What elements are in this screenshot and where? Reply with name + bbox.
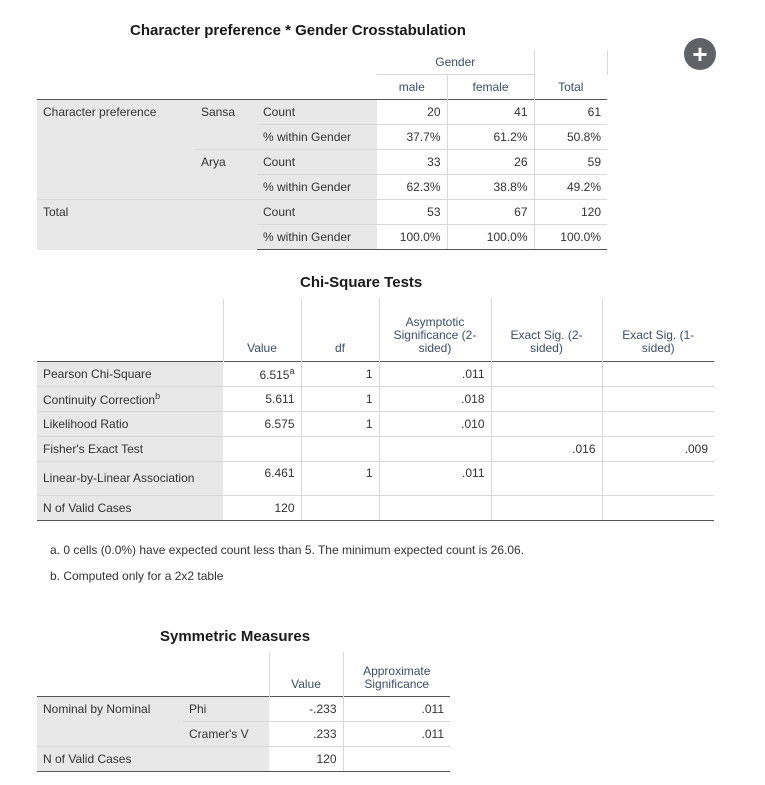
cell: 62.3% (377, 175, 447, 200)
chisq-cell-value (223, 436, 301, 461)
chisq-cell-df: 1 (301, 411, 379, 436)
chisq-row-label: N of Valid Cases (37, 495, 223, 520)
row-arya: Arya (195, 150, 257, 200)
chisq-cell-value: 6.575 (223, 411, 301, 436)
chisq-cell-exact2: .016 (491, 436, 602, 461)
row-phi: Phi (183, 696, 269, 721)
chisq-cell-exact2 (491, 361, 602, 386)
symm-table (37, 652, 450, 772)
chisq-col-df: df (301, 299, 379, 361)
chisq-cell-exact2 (491, 411, 602, 436)
footnote-b: b. Computed only for a 2x2 table (50, 569, 224, 583)
chisq-cell-asym: .011 (379, 461, 491, 495)
col-female: female (447, 75, 534, 100)
cell: 61 (534, 100, 607, 125)
col-total: Total (558, 79, 584, 94)
chisq-col-exact2: Exact Sig. (2-sided) (491, 299, 602, 361)
cell: 38.8% (447, 175, 534, 200)
chisq-cell-asym (379, 495, 491, 520)
chisq-table (37, 299, 714, 521)
row-sansa: Sansa (195, 100, 257, 150)
chisq-cell-exact1 (602, 386, 714, 411)
chisq-cell-df (301, 436, 379, 461)
symm-col-value: Value (269, 652, 343, 696)
chisq-row-label: Continuity Correction$^b$ (37, 386, 223, 411)
stat-label: % within Gender (257, 125, 377, 150)
cell: -.233 (269, 696, 343, 721)
cell: 120 (269, 746, 343, 771)
chisq-row-label: Linear-by-Linear Association (37, 461, 223, 495)
cell: 26 (447, 150, 534, 175)
cell: 61.2% (447, 125, 534, 150)
chisq-cell-exact1 (602, 411, 714, 436)
chisq-cell-asym: .011 (379, 361, 491, 386)
cell: 59 (534, 150, 607, 175)
chisq-cell-exact1 (602, 361, 714, 386)
row-nominal-group: Nominal by Nominal (37, 696, 183, 746)
stat-label: Count (257, 150, 377, 175)
cell: 53 (377, 200, 447, 225)
chisq-cell-value: 6.461 (223, 461, 301, 495)
cell: .011 (343, 696, 450, 721)
chisq-col-exact1: Exact Sig. (1-sided) (622, 327, 695, 355)
chisq-title: Chi-Square Tests (300, 274, 423, 291)
chisq-col-asym: Asymptotic Significance (2-sided) (379, 299, 491, 361)
chisq-row-label: Likelihood Ratio (37, 411, 223, 436)
stat-label: % within Gender (257, 175, 377, 200)
chisq-cell-df: 1 (301, 461, 379, 495)
crosstab-table (37, 50, 608, 250)
footnote-a: a. 0 cells (0.0%) have expected count less than 5. The minimum expected count is 26.06. (50, 543, 525, 557)
crosstab-title: Character preference * Gender Crosstabulation (130, 22, 466, 39)
stat-label: Count (257, 200, 377, 225)
chisq-cell-value: 5.611 (223, 386, 301, 411)
cell: 100.0% (447, 225, 534, 250)
chisq-cell-exact2 (491, 495, 602, 520)
chisq-cell-asym (379, 436, 491, 461)
chisq-cell-asym: .010 (379, 411, 491, 436)
chisq-cell-df (301, 495, 379, 520)
symm-col-sig: Approximate Significance (363, 663, 431, 691)
col-male: male (377, 75, 447, 100)
chisq-row-label: Fisher's Exact Test (37, 436, 223, 461)
chisq-cell-value: 6.515$^a$ (223, 361, 301, 386)
cell: 67 (447, 200, 534, 225)
plus-circle-icon[interactable]: + (684, 38, 716, 70)
chisq-col-value: Value (223, 299, 301, 361)
chisq-cell-exact1: .009 (602, 436, 714, 461)
cell: 37.7% (377, 125, 447, 150)
cell: 50.8% (534, 125, 607, 150)
row-group-label: Character preference (37, 100, 195, 200)
cell: 41 (447, 100, 534, 125)
gender-header: Gender (377, 50, 534, 75)
chisq-cell-exact1 (602, 461, 714, 495)
cell: 33 (377, 150, 447, 175)
chisq-cell-exact1 (602, 495, 714, 520)
chisq-cell-df: 1 (301, 361, 379, 386)
chisq-cell-value: 120 (223, 495, 301, 520)
stat-label: Count (257, 100, 377, 125)
chisq-cell-asym: .018 (379, 386, 491, 411)
chisq-row-label: Pearson Chi-Square (37, 361, 223, 386)
chisq-cell-df: 1 (301, 386, 379, 411)
cell: 100.0% (377, 225, 447, 250)
symm-title: Symmetric Measures (160, 628, 311, 645)
chisq-cell-exact2 (491, 386, 602, 411)
cell: .011 (343, 721, 450, 746)
cell: 20 (377, 100, 447, 125)
row-cramers-v: Cramer's V (183, 721, 269, 746)
row-n-valid: N of Valid Cases (37, 746, 269, 771)
cell: 49.2% (534, 175, 607, 200)
cell: .233 (269, 721, 343, 746)
cell: 120 (534, 200, 607, 225)
chisq-cell-exact2 (491, 461, 602, 495)
cell: 100.0% (534, 225, 607, 250)
row-total: Total (37, 200, 257, 250)
stat-label: % within Gender (257, 225, 377, 250)
